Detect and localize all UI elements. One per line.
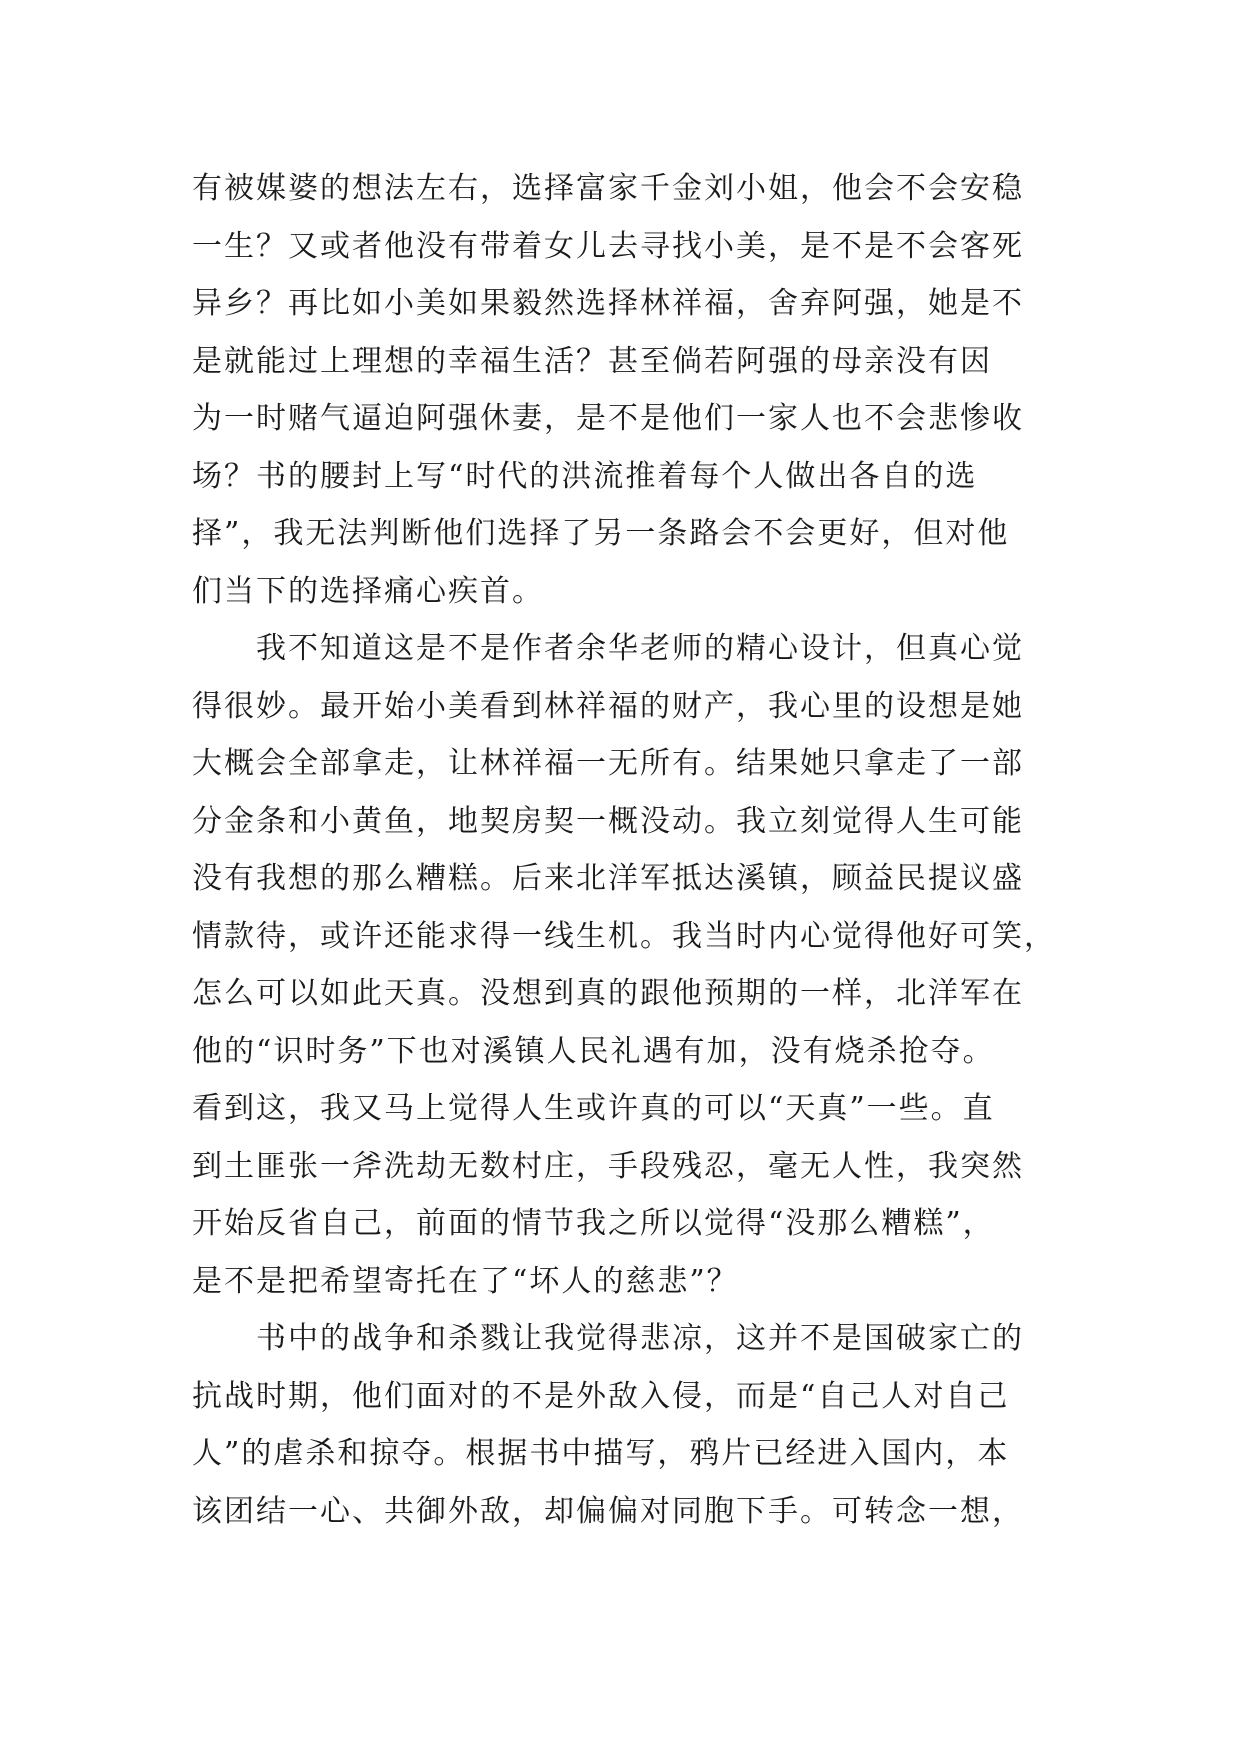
text-line: 是就能过上理想的幸福生活？甚至倘若阿强的母亲没有因 bbox=[192, 343, 992, 379]
text-line: 看到这，我又马上觉得人生或许真的可以“天真”一些。直 bbox=[192, 1091, 995, 1126]
text-line: 大概会全部拿走，让林祥福一无所有。结果她只拿走了一部 bbox=[192, 746, 1024, 781]
text-line: 场？书的腰封上写“时代的洪流推着每个人做出各自的选 bbox=[192, 458, 978, 494]
paragraph-first-line: 我不知道这是不是作者余华老师的精心设计，但真心觉 bbox=[256, 631, 1024, 666]
text-line: 该团结一心、共御外敌，却偏偏对同胞下手。可转念一想， bbox=[192, 1493, 1024, 1529]
paragraph-first-line: 书中的战争和杀戮让我觉得悲凉，这并不是国破家亡的 bbox=[256, 1321, 1024, 1356]
text-line: 分金条和小黄鱼，地契房契一概没动。我立刻觉得人生可能 bbox=[192, 803, 1024, 839]
text-line: 为一时赌气逼迫阿强休妻，是不是他们一家人也不会悲惨收 bbox=[192, 401, 1024, 436]
text-line: 情款待，或许还能求得一线生机。我当时内心觉得他好可笑， bbox=[192, 918, 1056, 954]
text-line: 没有我想的那么糟糕。后来北洋军抵达溪镇，顾益民提议盛 bbox=[192, 861, 1024, 896]
text-line: 们当下的选择痛心疾首。 bbox=[192, 573, 544, 609]
text-line: 人”的虐杀和掠夺。根据书中描写，鸦片已经进入国内，本 bbox=[192, 1436, 1010, 1471]
text-line: 抗战时期，他们面对的不是外敌入侵，而是“自己人对自己 bbox=[192, 1378, 1010, 1414]
text-line: 是不是把希望寄托在了“坏人的慈悲”？ bbox=[192, 1263, 739, 1299]
text-line: 一生？又或者他没有带着女儿去寻找小美，是不是不会客死 bbox=[192, 228, 1024, 264]
text-line: 怎么可以如此天真。没想到真的跟他预期的一样，北洋军在 bbox=[192, 976, 1024, 1011]
text-line: 得很妙。最开始小美看到林祥福的财产，我心里的设想是她 bbox=[192, 688, 1024, 724]
body-text bbox=[192, 160, 1062, 1540]
text-line: 他的“识时务”下也对溪镇人民礼遇有加，没有烧杀抢夺。 bbox=[192, 1033, 995, 1069]
text-line: 有被媒婆的想法左右，选择富家千金刘小姐，他会不会安稳 bbox=[192, 171, 1024, 206]
text-line: 开始反省自己，前面的情节我之所以觉得“没那么糟糕”， bbox=[192, 1206, 995, 1241]
text-line: 择”，我无法判断他们选择了另一条路会不会更好，但对他 bbox=[192, 516, 1010, 551]
text-line: 异乡？再比如小美如果毅然选择林祥福，舍弃阿强，她是不 bbox=[192, 286, 1024, 321]
text-line: 到土匪张一斧洗劫无数村庄，手段残忍，毫无人性，我突然 bbox=[192, 1148, 1024, 1184]
